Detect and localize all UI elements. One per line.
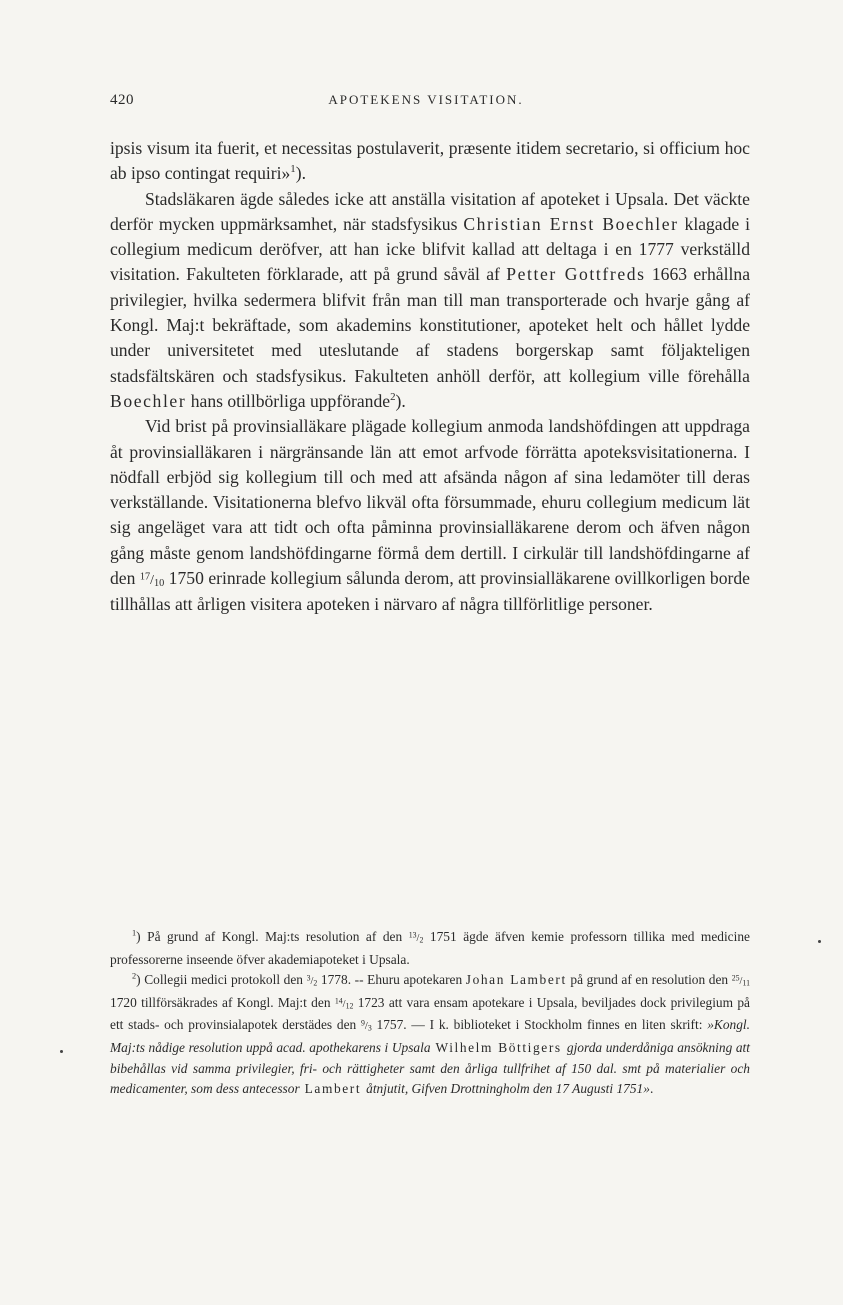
paragraph-1-end: ). xyxy=(295,163,307,184)
margin-speck-top xyxy=(818,940,821,943)
paragraph-2-text-4: hans otillbörliga uppförande xyxy=(186,390,391,411)
footnote-1-date-month: 2 xyxy=(419,935,424,945)
footnote-ref-2: 2 xyxy=(390,391,396,404)
footnote-2-date-3: $^{14}/_{12}$ xyxy=(334,996,354,1011)
paragraph-continuation xyxy=(110,136,750,187)
footnote-1-date: $^{13}/_2$ xyxy=(408,930,424,945)
footnote-1-date-day: 13 xyxy=(408,930,417,940)
footnote-2-date-2-day: 25 xyxy=(731,973,740,983)
footnote-2-date-2-month: 11 xyxy=(742,978,750,988)
footnote-2-date-4: $^9/_3$ xyxy=(361,1018,372,1033)
footnote-2-date-1-day: 3 xyxy=(306,973,311,983)
running-head: APOTEKENS VISITATION. xyxy=(328,92,524,107)
date-day: 17 xyxy=(139,571,151,583)
footnote-2-end: . xyxy=(649,1081,654,1097)
person-name-gottfred: Petter Gottfreds xyxy=(506,264,646,285)
paragraph-3-text-1: Vid brist på provinsialläkare plägade kollegium anmoda landshöfdingen att uppdraga åt provinsialläkaren i närgränsande län att emot arfvode förrätta apoteksvisitationerna. I nödfall erbjöd sig kollegium till och med att afsända någon af sina ledamöter till deras verkställande. Visitationerna blefvo likväl ofta försummade, ehuru collegium medicum lät sig angeläget vara att tidt och ofta påminna provinsialläkarene derom och äfven någon gång måste genom landshöfdingarne förmå dem dertill. I cirkulär till landshöfdingarne af den xyxy=(110,416,750,589)
footnote-2-date-1: $^3/_2$ xyxy=(306,973,318,988)
person-name-lambert-full: Johan Lambert xyxy=(465,972,567,988)
footnote-ref-1: 1 xyxy=(290,163,296,176)
paragraph-2-text-3: 1663 erhållna privilegier, hvilka sedermera blifvit från man till man transporterade och hvarje gång af Kongl. Maj:t bekräftade, som akademins konstitutioner, apoteket helt och hållet lydde under universitetet med uteslutande af stadens borgerskap samt följakteligen stadsfältskären och stadsfysikus. Fakulteten anhöll derför, att kollegium ville förehålla xyxy=(110,264,750,386)
page-number: 420 xyxy=(110,92,134,108)
footnote-2-date-2: $^{25}/_{11}$ xyxy=(731,973,750,988)
footnote-1 xyxy=(110,927,750,970)
footnote-2-text-5: 1723 att vara ensam apotekare i Upsala, beviljades dock privilegium på ett stads- och provinsialapotek derstädes den xyxy=(110,994,751,1033)
footnote-2-date-3-day: 14 xyxy=(334,996,343,1006)
person-name-boechler: Boechler xyxy=(110,390,187,411)
main-text xyxy=(110,136,750,618)
footnote-2-text-4: 1720 tillförsäkrades af Kongl. Maj:t den xyxy=(110,994,335,1010)
footnotes xyxy=(110,927,750,1100)
margin-speck-bottom xyxy=(60,1050,63,1053)
date-month: 10 xyxy=(153,578,165,590)
date-fraction: $^{17}/_{10}$ xyxy=(139,571,165,590)
footnote-1-mark: 1 xyxy=(132,928,137,938)
footnote-2-italic-3: åtnjutit, Gifven Drottningholm den 17 Augusti 1751» xyxy=(366,1081,650,1097)
footnote-2-date-4-day: 9 xyxy=(361,1018,365,1028)
footnote-2 xyxy=(110,970,750,1100)
person-name-lambert: Lambert xyxy=(299,1081,367,1097)
footnote-2-text-1: ) Collegii medici protokoll den xyxy=(136,972,307,988)
paragraph-boechler xyxy=(110,187,750,415)
footnote-2-text-3: på grund af en resolution den xyxy=(566,972,732,988)
footnote-2-text-2: 1778. -- Ehuru apotekaren xyxy=(317,972,466,988)
paragraph-2-end: ). xyxy=(395,390,406,411)
page-header xyxy=(110,92,742,114)
paragraph-2-text-2: klagade i collegium medicum deröfver, att han icke blifvit kallad att deltaga i en 1777 verkställd visitation. Fakulteten förklarade, att på grund såväl af xyxy=(110,213,750,285)
footnote-1-text-1: ) På grund af Kongl. Maj:ts resolution af den xyxy=(136,929,409,944)
paragraph-3-text-2: 1750 erinrade kollegium sålunda derom, att provinsialläkarene ovillkorligen borde tillhållas att årligen visitera apoteken i närvaro af några tillförlitlige personer. xyxy=(110,568,750,615)
paragraph-provincial-physicians xyxy=(110,414,750,617)
footnote-2-text-6: 1757. — I k. biblioteket i Stockholm finnes en liten skrift: xyxy=(371,1017,708,1033)
paragraph-1-text: ipsis visum ita fuerit, et necessitas postulaverit, præsente itidem secretario, si officium hoc ab ipso contingat requiri» xyxy=(110,138,750,184)
footnote-2-mark: 2 xyxy=(132,971,137,981)
paragraph-2-text-1: Stadsläkaren ägde således icke att anställa visitation af apoteket i Upsala. Det väckte derför mycken uppmärksamhet, när stadsfysikus xyxy=(110,188,750,234)
person-name-boechler-full: Christian Ernst Boechler xyxy=(463,213,679,234)
footnote-2-date-4-month: 3 xyxy=(367,1023,372,1033)
footnote-2-italic-2: gjorda underdåniga ansökning att bibehållas vid samma privilegier, fri- och rättigheter samt den årliga tullfrihet af 150 dal. smt på materialier och medicamenter, som dess antecessor xyxy=(110,1039,750,1097)
person-name-bottiger: Wilhelm Böttigers xyxy=(430,1039,567,1055)
footnote-2-italic-1: »Kongl. Maj:ts nådige resolution uppå acad. apothekarens i Upsala xyxy=(110,1017,750,1055)
footnote-2-date-1-month: 2 xyxy=(313,978,318,988)
footnote-1-text-2: 1751 ägde äfven kemie professorn tillika med medicine professorerne inseende öfver akademiapoteket i Upsala. xyxy=(110,929,750,967)
footnote-2-date-3-month: 12 xyxy=(345,1001,354,1011)
